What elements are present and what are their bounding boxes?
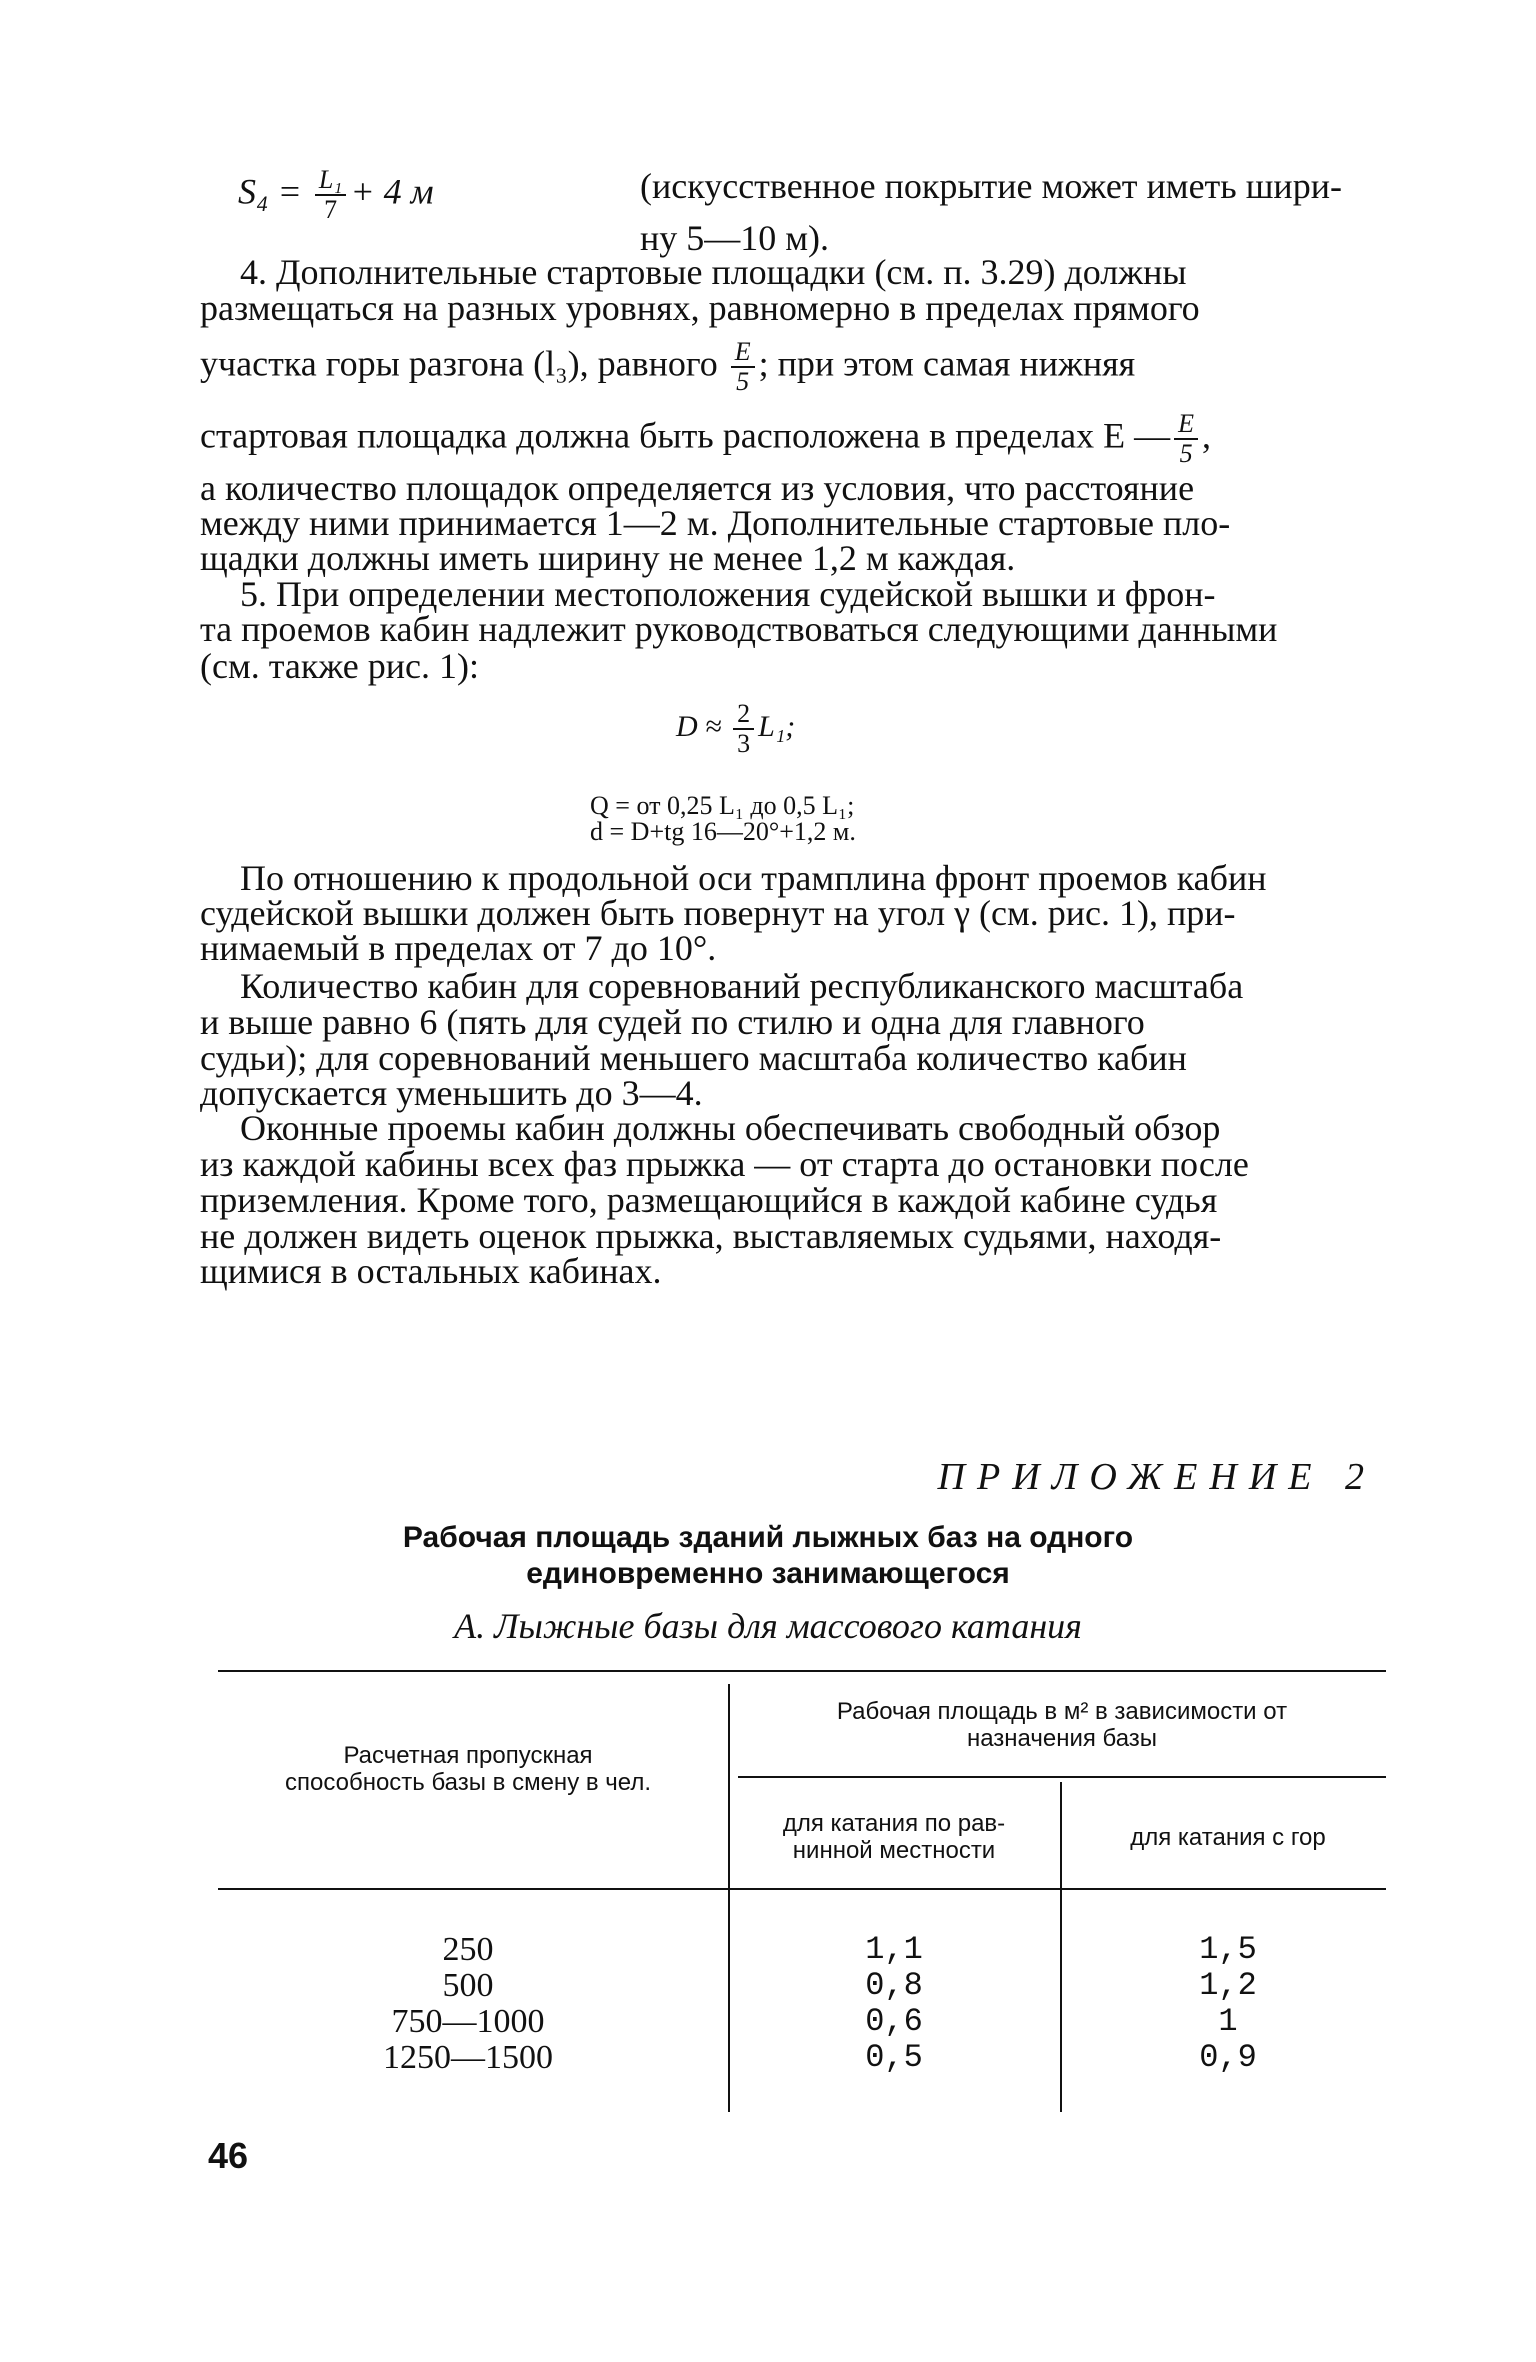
item4-line3 <box>200 338 1135 396</box>
para-front-line3: нимаемый в пределах от 7 до 10°. <box>200 928 717 968</box>
para-front-line2: судейской вышки должен быть повернут на угол γ (см. рис. 1), при- <box>200 893 1236 933</box>
table-col2-values <box>738 1932 1050 2076</box>
para-windows-line2: из каждой кабины всех фаз прыжка — от старта до остановки после <box>200 1144 1249 1184</box>
table-group-header: Рабочая площадь в м² в зависимости от назначения базы <box>836 1698 1288 1752</box>
item4-line4-post: , <box>1202 415 1212 456</box>
item4-line3-post: ; при этом самая нижняя <box>758 343 1136 384</box>
appendix-title-line2: единовременно занимающегося <box>526 1557 1010 1590</box>
formula-q: Q = от 0,25 L₁ до 0,5 L₁; <box>590 791 855 820</box>
table-cell: 0,9 <box>1199 2039 1257 2076</box>
item4-line3-frac-den: 5 <box>736 367 750 396</box>
table-col3-header: для катания с гор <box>1130 1824 1326 1851</box>
formula-s4-frac-den: 7 <box>324 195 338 224</box>
para-count-line4: допускается уменьшить до 3—4. <box>200 1073 703 1113</box>
table-cell: 1,5 <box>1199 1931 1257 1968</box>
formula-d-pre: D ≈ <box>676 709 722 743</box>
table-cell: 0,6 <box>865 2003 923 2040</box>
formula-d <box>676 700 795 758</box>
table-divider-1 <box>728 1684 730 2112</box>
formula-d-frac-num: 2 <box>733 700 754 730</box>
table-cell: 250 <box>442 1931 494 1968</box>
formula-s4 <box>238 166 434 224</box>
table-col3-values <box>1070 1932 1386 2076</box>
para-count-line1: Количество кабин для соревнований республиканского масштаба <box>240 966 1244 1006</box>
table-group-rule <box>738 1776 1386 1778</box>
para-count-line3: судьи); для соревнований меньшего масштаба количество кабин <box>200 1038 1187 1078</box>
table-col1-header: Расчетная пропускная способность базы в смену в чел. <box>285 1742 651 1796</box>
para-windows-line4: не должен видеть оценок прыжка, выставляемых судьями, находя- <box>200 1216 1222 1256</box>
para-windows-line3: приземления. Кроме того, размещающийся в каждой кабине судья <box>200 1180 1218 1220</box>
table-cell: 500 <box>442 1967 494 2004</box>
data-table <box>218 1670 1386 2115</box>
formula-d-post: L₁; <box>758 709 796 743</box>
formula-s4-frac-num: L₁ <box>315 166 347 196</box>
table-cell: 750—1000 <box>391 2003 545 2040</box>
table-top-rule <box>218 1670 1386 1672</box>
appendix-subtitle: А. Лыжные базы для массового катания <box>454 1606 1082 1646</box>
para-windows-line1: Оконные проемы кабин должны обеспечивать свободный обзор <box>240 1108 1221 1148</box>
para-front-line1: По отношению к продольной оси трамплина фронт проемов кабин <box>240 858 1267 898</box>
item4-line6: между ними принимается 1—2 м. Дополнительные стартовые пло- <box>200 503 1231 543</box>
item4-line4 <box>200 410 1211 468</box>
item4-line4-fraction <box>1174 410 1198 468</box>
item4-line4-frac-den: 5 <box>1179 439 1193 468</box>
item4-line7: щадки должны иметь ширину не менее 1,2 м каждая. <box>200 538 1016 578</box>
appendix-label: ПРИЛОЖЕНИЕ 2 <box>937 1456 1376 1498</box>
table-col2-header: для катания по рав-нинной местности <box>782 1810 1006 1864</box>
table-cell: 1 <box>1218 2003 1238 2040</box>
table-cell: 0,8 <box>865 1967 923 2004</box>
item4-line2: размещаться на разных уровнях, равномерно в пределах прямого <box>200 288 1200 328</box>
table-col1-values <box>218 1932 718 2076</box>
item4-line4-frac-num: E <box>1174 410 1198 440</box>
formula-s4-fraction <box>315 166 347 224</box>
item4-line4-pre: стартовая площадка должна быть расположена в пределах E — <box>200 415 1171 456</box>
item4-line1: 4. Дополнительные стартовые площадки (см. п. 3.29) должны <box>240 252 1187 292</box>
item4-line3-pre: участка горы разгона (l₃), равного <box>200 343 718 384</box>
formula-s4-note-line1: (искусственное покрытие может иметь шири- <box>640 166 1342 206</box>
appendix-title-line1: Рабочая площадь зданий лыжных баз на одного <box>402 1521 1134 1554</box>
table-cell: 0,5 <box>865 2039 923 2076</box>
table-cell: 1250—1500 <box>383 2039 553 2076</box>
item5-line3: (см. также рис. 1): <box>200 646 479 686</box>
para-count-line2: и выше равно 6 (пять для судей по стилю и одна для главного <box>200 1002 1145 1042</box>
item5-line2: та проемов кабин надлежит руководствоваться следующими данными <box>200 609 1278 649</box>
page-number: 46 <box>208 2135 249 2176</box>
table-header-rule <box>218 1888 1386 1890</box>
formula-d-fraction <box>733 700 754 758</box>
item4-line3-frac-num: E <box>731 338 755 368</box>
item4-line3-fraction <box>731 338 755 396</box>
para-windows-line5: щимися в остальных кабинах. <box>200 1251 662 1291</box>
formula-s4-lhs: S₄ = <box>238 171 311 212</box>
formula-d-frac-den: 3 <box>737 729 751 758</box>
formula-s4-rhs: + 4 м <box>350 171 434 212</box>
item4-line5: а количество площадок определяется из условия, что расстояние <box>200 468 1195 508</box>
formula-s4-note-line2: ну 5—10 м). <box>640 218 830 258</box>
formula-dd: d = D+tg 16—20°+1,2 м. <box>590 817 856 846</box>
table-cell: 1,2 <box>1199 1967 1257 2004</box>
table-divider-2 <box>1060 1782 1062 2112</box>
table-cell: 1,1 <box>865 1931 923 1968</box>
item5-line1: 5. При определении местоположения судейской вышки и фрон- <box>240 574 1216 614</box>
